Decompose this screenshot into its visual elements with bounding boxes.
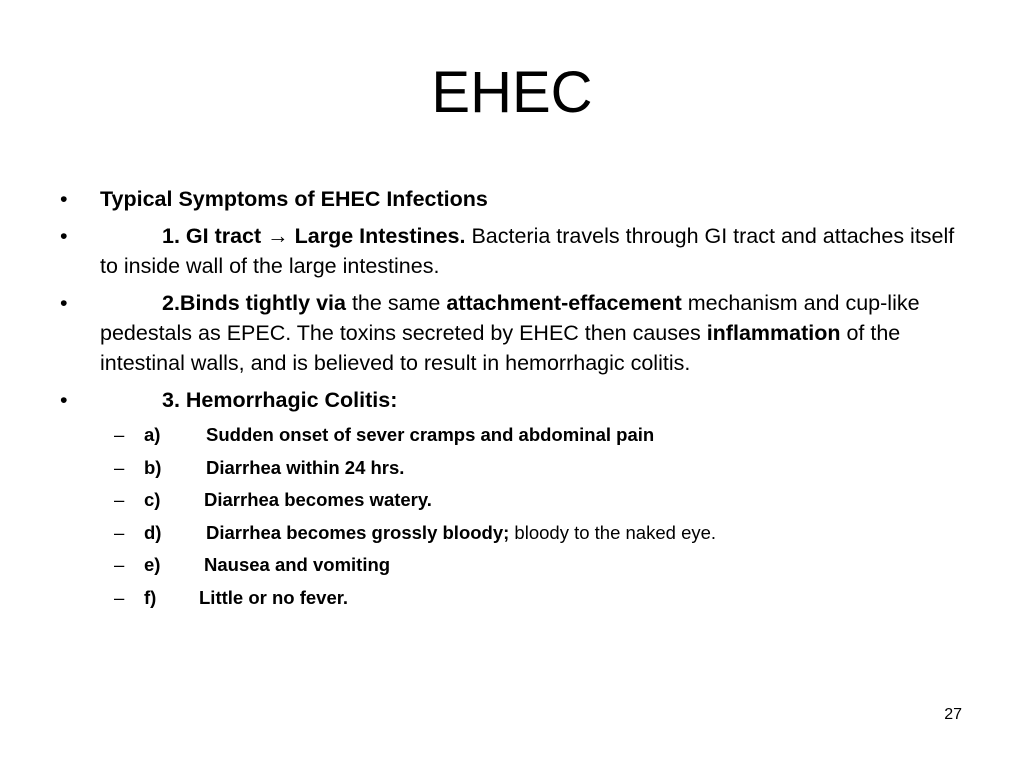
bullet-binds-bold-3: inflammation [706,321,841,345]
subitem-bold: Little or no fever. [199,586,349,608]
subitem-label: c) [144,489,161,510]
slide-body [60,184,970,617]
bullet-marker: • [60,388,68,412]
bullet-gi-tract [60,221,970,281]
subitem-label: e) [144,554,161,575]
dash-marker: – [114,456,125,478]
subitem-b [60,455,970,480]
subitem-d [60,520,970,545]
bullet-binds-text-3: of the intestinal walls, and is believed to result in hemorrhagic colitis. [100,321,901,375]
subitem-bold: Nausea and vomiting [204,554,391,575]
bullet-gi-tract-text: Bacteria travels through GI tract and attaches itself to inside wall of the large intestines. [100,224,955,278]
subitem-a [60,422,970,447]
bullet-gi-tract-bold: 1. GI tract → Large Intestines. [162,224,466,248]
bullet-hemorrhagic-colitis [60,385,970,415]
bullet-marker: • [60,187,68,211]
bullet-binds-text-1: the same [345,291,447,315]
bullet-binds-tightly [60,288,970,378]
slide-title: EHEC [431,60,593,125]
subitem-text: bloody to the naked eye. [509,521,717,543]
dash-marker: – [114,554,125,575]
bullet-hemorrhagic-bold: 3. Hemorrhagic Colitis: [162,388,398,412]
dash-marker: – [114,521,125,543]
subitem-bold: Diarrhea becomes watery. [204,489,432,510]
bullet-binds-bold-2: attachment-effacement [446,291,682,315]
bullet-binds-bold-1: 2.Binds tightly via [162,291,346,315]
bullet-marker: • [60,291,68,315]
subitem-e [60,552,970,577]
subitem-f [60,585,970,610]
dash-marker: – [114,424,125,445]
bullet-marker: • [60,224,68,248]
dash-marker: – [114,489,125,510]
subitem-label: f) [144,586,157,608]
page-number: 27 [944,706,962,723]
bullet-typical-symptoms [60,184,970,214]
bullet-heading: Typical Symptoms of EHEC Infections [100,187,488,211]
subitem-label: d) [144,521,162,543]
dash-marker: – [114,586,125,608]
subitem-label: b) [144,456,162,478]
subitem-label: a) [144,424,161,445]
subitem-bold: Sudden onset of sever cramps and abdominal pain [206,424,655,445]
bullet-binds-text-2: mechanism and cup-like pedestals as EPEC. The toxins secreted by EHEC then causes [100,291,920,345]
subitem-bold: Diarrhea within 24 hrs. [206,456,405,478]
subitem-c [60,487,970,512]
subitem-bold: Diarrhea becomes grossly bloody; [206,521,510,543]
